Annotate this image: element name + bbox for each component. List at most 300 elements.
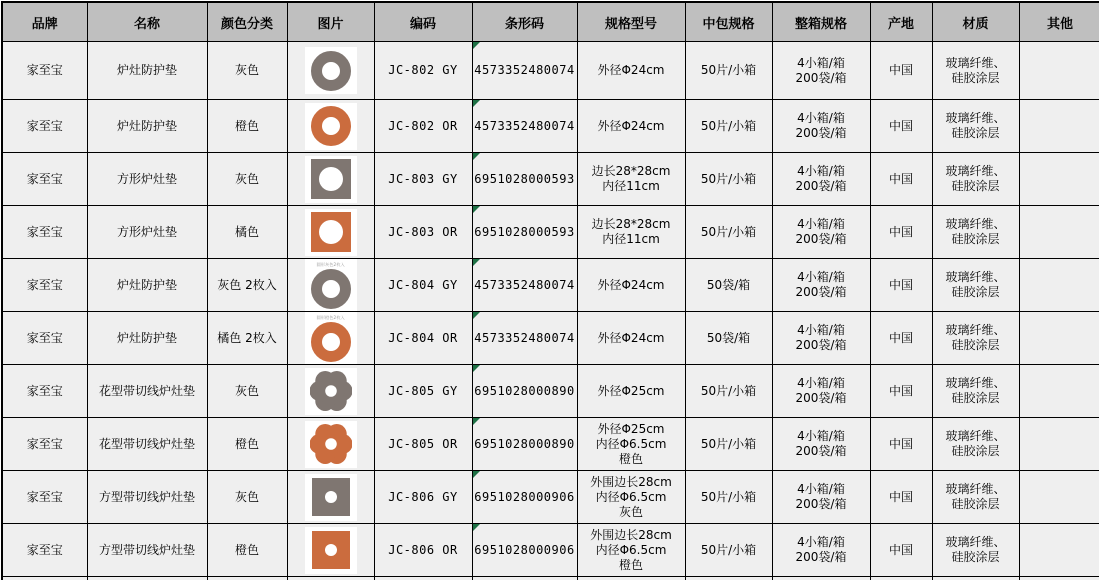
product-table [1,1,1099,580]
mat-hole [319,220,343,244]
cell-brand[interactable] [2,153,87,206]
table-row [2,259,1099,312]
cell-material-line: 硅胶涂层 [933,444,1019,459]
cell-barcode[interactable] [472,312,577,365]
table-row [2,418,1099,471]
cell-color-variant-text: 灰色 [235,172,259,186]
cell-material[interactable] [932,365,1019,418]
cell-product-name-text: 花型带切线炉灶垫 [99,437,195,451]
excel-error-flag-icon [473,524,480,531]
cell-inner-pack[interactable] [685,365,772,418]
column-header-5[interactable]: 条形码 [472,2,577,42]
cell-carton-spec[interactable] [772,153,870,206]
cell-carton-spec-line: 4小箱/箱 [773,323,870,338]
cell-image[interactable] [287,418,374,471]
cell-material-line: 硅胶涂层 [933,391,1019,406]
cell-color-variant-text: 灰色 [235,490,259,504]
cell-material[interactable] [932,100,1019,153]
cell-product-code-text: JC-804 OR [388,331,458,345]
mat-hole [325,544,337,556]
cell-product-name[interactable] [87,206,207,259]
gray-flower-mat-product-image [310,370,352,412]
cell-spec-line: 外径Φ25cm [578,422,685,437]
cell-product-code-text: JC-803 GY [388,172,458,186]
cell-inner-pack-text: 50片/小箱 [701,384,756,398]
cell-other[interactable] [1019,524,1099,577]
cell-product-code-text: JC-805 GY [388,384,458,398]
cell-spec-line: 外径Φ25cm [578,384,685,399]
cell-barcode-text: 6951028000906 [474,543,574,557]
product-thumbnail [305,527,357,574]
cell-color-variant[interactable] [207,42,287,100]
product-thumbnail [305,368,357,415]
cell-carton-spec-line: 4小箱/箱 [773,111,870,126]
table-row [2,365,1099,418]
cell-brand-text: 家至宝 [27,225,63,239]
cell-inner-pack[interactable] [685,100,772,153]
cell-inner-pack-text: 50片/小箱 [701,225,756,239]
cell-origin-text: 中国 [889,543,913,557]
cell-product-code[interactable] [374,153,472,206]
cell-other[interactable] [1019,42,1099,100]
column-header-8[interactable]: 整箱规格 [772,2,870,42]
cell-spec-line: 橙色 [578,558,685,573]
cell-carton-spec-line: 200袋/箱 [773,338,870,353]
cell-origin-text: 中国 [889,278,913,292]
cell-inner-pack-text: 50片/小箱 [701,490,756,504]
cell-carton-spec-line: 200袋/箱 [773,391,870,406]
cell-product-code[interactable] [374,524,472,577]
cell-carton-spec[interactable] [772,259,870,312]
cell-other[interactable] [1019,471,1099,524]
cell-product-code-text: JC-804 GY [388,278,458,292]
column-header-1[interactable]: 名称 [87,2,207,42]
column-header-4[interactable]: 编码 [374,2,472,42]
cell-carton-spec[interactable] [772,42,870,100]
cell-origin[interactable] [870,206,932,259]
cell-other[interactable] [1019,418,1099,471]
cell-other[interactable] [1019,312,1099,365]
cell-spec-line: 外径Φ24cm [578,278,685,293]
cell-origin-text: 中国 [889,490,913,504]
cell-spec-line: 外径Φ24cm [578,63,685,78]
cell-barcode-text: 6951028000890 [474,437,574,451]
cell-inner-pack[interactable] [685,42,772,100]
cell-product-name[interactable] [87,365,207,418]
cell-brand-text: 家至宝 [27,437,63,451]
cell-color-variant-text: 橘色 2枚入 [217,331,276,345]
cell-product-name-text: 方型带切线炉灶垫 [99,543,195,557]
cell-origin-text: 中国 [889,172,913,186]
cell-spec-line: 边长28*28cm [578,217,685,232]
partial-cell [685,577,772,580]
cell-material-line: 玻璃纤维、 [933,164,1019,179]
cell-carton-spec-line: 4小箱/箱 [773,217,870,232]
cell-carton-spec-line: 4小箱/箱 [773,482,870,497]
cell-image[interactable] [287,153,374,206]
cell-image[interactable] [287,365,374,418]
cell-material-line: 玻璃纤维、 [933,482,1019,497]
partial-cell [577,577,685,580]
cell-origin[interactable] [870,42,932,100]
product-thumbnail [305,156,357,203]
cell-other[interactable] [1019,206,1099,259]
cell-product-code-text: JC-803 OR [388,225,458,239]
cell-brand[interactable] [2,206,87,259]
cell-color-variant-text: 灰色 [235,63,259,77]
cell-material-line: 硅胶涂层 [933,550,1019,565]
cell-carton-spec-line: 200袋/箱 [773,444,870,459]
cell-brand-text: 家至宝 [27,278,63,292]
cell-carton-spec-line: 4小箱/箱 [773,164,870,179]
table-row [2,206,1099,259]
cell-other[interactable] [1019,259,1099,312]
cell-brand-text: 家至宝 [27,490,63,504]
cell-brand[interactable] [2,312,87,365]
table-row [2,524,1099,577]
cell-barcode[interactable] [472,153,577,206]
cell-product-name[interactable] [87,524,207,577]
cell-product-name[interactable] [87,418,207,471]
table-row [2,100,1099,153]
product-thumbnail [305,312,357,364]
cell-material-line: 玻璃纤维、 [933,270,1019,285]
cell-barcode-text: 4573352480074 [474,63,574,77]
cell-material-line: 硅胶涂层 [933,497,1019,512]
partial-cell [87,577,207,580]
cell-spec-line: 内径Φ6.5cm [578,437,685,452]
table-body [2,42,1099,580]
cell-product-name[interactable] [87,42,207,100]
cell-other[interactable] [1019,153,1099,206]
table-header [2,2,1099,42]
cell-material[interactable] [932,312,1019,365]
cell-material[interactable] [932,418,1019,471]
cell-material-line: 玻璃纤维、 [933,429,1019,444]
partial-cell [1019,577,1099,580]
cell-inner-pack[interactable] [685,206,772,259]
cell-brand[interactable] [2,42,87,100]
cell-carton-spec-line: 4小箱/箱 [773,56,870,71]
cell-color-variant[interactable] [207,206,287,259]
cell-origin[interactable] [870,524,932,577]
cell-product-name[interactable] [87,471,207,524]
cell-carton-spec[interactable] [772,365,870,418]
cell-spec[interactable] [577,153,685,206]
excel-error-flag-icon [473,471,480,478]
cell-carton-spec-line: 200袋/箱 [773,126,870,141]
cell-barcode[interactable] [472,471,577,524]
cell-image[interactable] [287,524,374,577]
cell-spec-line: 外围边长28cm [578,475,685,490]
cell-product-code[interactable] [374,418,472,471]
cell-brand[interactable] [2,100,87,153]
table-row [2,312,1099,365]
cell-spec[interactable] [577,42,685,100]
column-header-10[interactable]: 材质 [932,2,1019,42]
cell-material[interactable] [932,471,1019,524]
cell-color-variant-text: 橙色 [235,437,259,451]
cell-spec-line: 外径Φ24cm [578,119,685,134]
partial-cell [287,577,374,580]
excel-error-flag-icon [473,153,480,160]
cell-brand-text: 家至宝 [27,119,63,133]
cell-image[interactable] [287,206,374,259]
cell-product-code[interactable] [374,100,472,153]
cell-product-code[interactable] [374,42,472,100]
cell-inner-pack[interactable] [685,259,772,312]
cell-origin[interactable] [870,259,932,312]
cell-product-code[interactable] [374,259,472,312]
cell-barcode-text: 4573352480074 [474,331,574,345]
header-row [2,2,1099,42]
cell-brand[interactable] [2,471,87,524]
cell-material-line: 玻璃纤维、 [933,217,1019,232]
cell-color-variant-text: 灰色 2枚入 [217,278,276,292]
cell-carton-spec[interactable] [772,100,870,153]
cell-material[interactable] [932,42,1019,100]
cell-material-line: 玻璃纤维、 [933,376,1019,391]
cell-spec[interactable] [577,312,685,365]
cell-material[interactable] [932,259,1019,312]
cell-spec[interactable] [577,418,685,471]
mat-hole [319,167,343,191]
cell-inner-pack[interactable] [685,418,772,471]
thumbnail-caption: 圆形橙色2枚入 [316,315,344,321]
product-thumbnail [305,259,357,311]
cell-brand[interactable] [2,418,87,471]
cell-other[interactable] [1019,365,1099,418]
cell-color-variant[interactable] [207,524,287,577]
excel-error-flag-icon [473,259,480,266]
cell-product-code-text: JC-806 GY [388,490,458,504]
cell-spec[interactable] [577,206,685,259]
cell-product-name-text: 方型带切线炉灶垫 [99,490,195,504]
spreadsheet [1,1,1099,580]
column-header-6[interactable]: 规格型号 [577,2,685,42]
product-thumbnail [305,47,357,94]
cell-carton-spec-line: 200袋/箱 [773,550,870,565]
cell-product-code-text: JC-805 OR [388,437,458,451]
cell-brand[interactable] [2,524,87,577]
cell-image[interactable] [287,42,374,100]
cell-image[interactable] [287,100,374,153]
cell-barcode[interactable] [472,418,577,471]
partial-cell [2,577,87,580]
cell-inner-pack[interactable] [685,153,772,206]
orange-flower-mat-product-image [310,423,352,465]
cell-color-variant-text: 灰色 [235,384,259,398]
product-thumbnail [305,209,357,256]
cell-carton-spec[interactable] [772,312,870,365]
mat-hole [325,491,337,503]
cell-barcode-text: 4573352480074 [474,119,574,133]
cell-color-variant[interactable] [207,153,287,206]
cell-product-name[interactable] [87,100,207,153]
cell-product-name[interactable] [87,259,207,312]
cell-material-line: 硅胶涂层 [933,338,1019,353]
cell-image[interactable] [287,259,374,312]
cell-origin[interactable] [870,100,932,153]
excel-error-flag-icon [473,418,480,425]
cell-inner-pack-text: 50片/小箱 [701,119,756,133]
table-row [2,471,1099,524]
product-thumbnail [305,421,357,468]
cell-spec-line: 内径11cm [578,232,685,247]
column-header-11[interactable]: 其他 [1019,2,1099,42]
cell-barcode-text: 6951028000593 [474,225,574,239]
orange-square-mat-product-image [312,531,350,569]
excel-error-flag-icon [473,312,480,319]
cell-brand-text: 家至宝 [27,172,63,186]
partial-cell [374,577,472,580]
cell-spec-line: 边长28*28cm [578,164,685,179]
cell-carton-spec[interactable] [772,524,870,577]
cell-material-line: 硅胶涂层 [933,285,1019,300]
cell-material[interactable] [932,153,1019,206]
cell-brand-text: 家至宝 [27,63,63,77]
cell-product-code[interactable] [374,365,472,418]
cell-image[interactable] [287,471,374,524]
cell-brand[interactable] [2,365,87,418]
cell-color-variant-text: 橘色 [235,225,259,239]
cell-spec-line: 外围边长28cm [578,528,685,543]
cell-spec-line: 外径Φ24cm [578,331,685,346]
cell-brand-text: 家至宝 [27,543,63,557]
column-header-9[interactable]: 产地 [870,2,932,42]
cell-product-code-text: JC-806 OR [388,543,458,557]
gray-square-mat-product-image [312,478,350,516]
cell-origin[interactable] [870,365,932,418]
cell-material[interactable] [932,206,1019,259]
cell-color-variant[interactable] [207,259,287,312]
cell-origin-text: 中国 [889,384,913,398]
partial-cell [932,577,1019,580]
cell-origin[interactable] [870,153,932,206]
cell-origin-text: 中国 [889,331,913,345]
partial-cell [772,577,870,580]
cell-inner-pack[interactable] [685,312,772,365]
cell-barcode[interactable] [472,524,577,577]
cell-product-code[interactable] [374,312,472,365]
cell-product-name-text: 炉灶防护垫 [117,63,177,77]
gray-ring-product-image [311,269,351,309]
column-header-2[interactable]: 颜色分类 [207,2,287,42]
cell-carton-spec-line: 4小箱/箱 [773,376,870,391]
cell-carton-spec[interactable] [772,418,870,471]
cell-color-variant-text: 橙色 [235,119,259,133]
orange-square-mat-product-image [311,212,351,252]
cell-inner-pack-text: 50片/小箱 [701,63,756,77]
cell-origin[interactable] [870,471,932,524]
cell-carton-spec-line: 4小箱/箱 [773,535,870,550]
thumbnail-caption: 圆形灰色2枚入 [316,262,344,268]
cell-brand[interactable] [2,259,87,312]
cell-image[interactable] [287,312,374,365]
cell-origin[interactable] [870,418,932,471]
cell-inner-pack-text: 50袋/箱 [707,278,750,292]
cell-product-code-text: JC-802 OR [388,119,458,133]
cell-product-name-text: 花型带切线炉灶垫 [99,384,195,398]
cell-spec-line: 灰色 [578,505,685,520]
cell-barcode[interactable] [472,206,577,259]
table-row [2,42,1099,100]
cell-inner-pack-text: 50片/小箱 [701,172,756,186]
cell-material-line: 硅胶涂层 [933,232,1019,247]
cell-product-name-text: 炉灶防护垫 [117,119,177,133]
cell-color-variant[interactable] [207,365,287,418]
cell-other[interactable] [1019,100,1099,153]
cell-material[interactable] [932,524,1019,577]
cell-material-line: 硅胶涂层 [933,71,1019,86]
gray-square-mat-product-image [311,159,351,199]
cell-spec[interactable] [577,524,685,577]
column-header-7[interactable]: 中包规格 [685,2,772,42]
cell-carton-spec-line: 200袋/箱 [773,285,870,300]
excel-error-flag-icon [473,100,480,107]
cell-brand-text: 家至宝 [27,331,63,345]
excel-error-flag-icon [473,42,480,49]
cell-color-variant[interactable] [207,418,287,471]
cell-spec[interactable] [577,100,685,153]
cell-inner-pack[interactable] [685,524,772,577]
table-row [2,153,1099,206]
cell-product-code[interactable] [374,471,472,524]
cell-origin-text: 中国 [889,63,913,77]
cell-barcode[interactable] [472,100,577,153]
cell-barcode[interactable] [472,42,577,100]
column-header-0[interactable]: 品牌 [2,2,87,42]
gray-ring-product-image [311,51,351,91]
cell-color-variant[interactable] [207,100,287,153]
cell-inner-pack-text: 50袋/箱 [707,331,750,345]
cell-product-name[interactable] [87,312,207,365]
partial-row [2,577,1099,580]
cell-barcode-text: 6951028000593 [474,172,574,186]
cell-carton-spec[interactable] [772,206,870,259]
cell-barcode[interactable] [472,365,577,418]
partial-cell [207,577,287,580]
cell-product-code[interactable] [374,206,472,259]
cell-color-variant[interactable] [207,471,287,524]
cell-spec[interactable] [577,259,685,312]
cell-carton-spec-line: 200袋/箱 [773,497,870,512]
cell-color-variant[interactable] [207,312,287,365]
cell-barcode[interactable] [472,259,577,312]
cell-barcode-text: 4573352480074 [474,278,574,292]
cell-origin-text: 中国 [889,225,913,239]
cell-product-name-text: 方形炉灶垫 [117,172,177,186]
cell-material-line: 玻璃纤维、 [933,535,1019,550]
cell-carton-spec-line: 200袋/箱 [773,179,870,194]
product-thumbnail [305,474,357,521]
cell-carton-spec-line: 200袋/箱 [773,71,870,86]
cell-color-variant-text: 橙色 [235,543,259,557]
cell-spec[interactable] [577,365,685,418]
cell-spec[interactable] [577,471,685,524]
column-header-3[interactable]: 图片 [287,2,374,42]
cell-carton-spec-line: 200袋/箱 [773,232,870,247]
cell-material-line: 玻璃纤维、 [933,56,1019,71]
orange-ring-product-image [311,106,351,146]
cell-product-name[interactable] [87,153,207,206]
product-thumbnail [305,103,357,150]
orange-ring-product-image [311,322,351,362]
cell-origin[interactable] [870,312,932,365]
cell-carton-spec[interactable] [772,471,870,524]
cell-inner-pack[interactable] [685,471,772,524]
cell-carton-spec-line: 4小箱/箱 [773,429,870,444]
